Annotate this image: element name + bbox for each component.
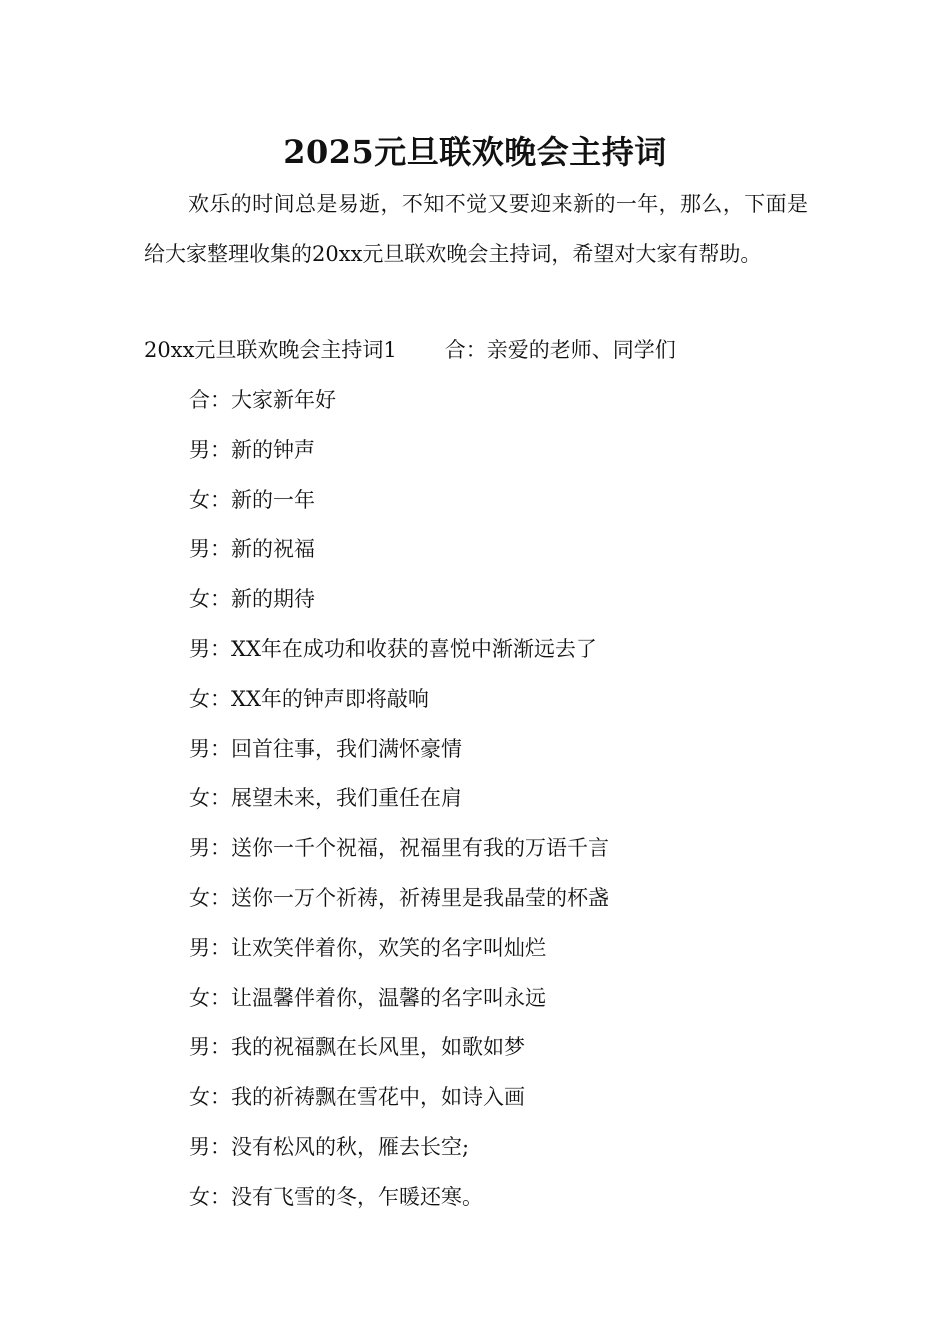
section-heading-line: [144, 330, 844, 370]
dialogue-line: 女：送你一万个祈祷，祈祷里是我晶莹的杯盏: [189, 885, 609, 910]
dialogue-line: 女：我的祈祷飘在雪花中，如诗入画: [189, 1085, 525, 1110]
dialogue-line: 男：新的祝福: [189, 537, 315, 562]
dialogue-line: 女：展望未来，我们重任在肩: [189, 786, 462, 811]
dialogue-line: 男：没有松风的秋，雁去长空;: [189, 1134, 470, 1159]
dialogue-line: 男：回首往事，我们满怀豪情: [189, 736, 462, 761]
dialogue-line: 男：送你一千个祝福，祝福里有我的万语千言: [189, 836, 609, 861]
dialogue-line: 男：新的钟声: [189, 437, 315, 462]
section-first-line: 合：亲爱的老师、同学们: [444, 338, 676, 362]
dialogue-line: 女：新的期待: [189, 587, 315, 612]
dialogue-line: 女：XX年的钟声即将敲响: [189, 686, 429, 711]
intro-paragraph: 欢乐的时间总是易逝，不知不觉又要迎来新的一年，那么，下面是给大家整理收集的20xx元旦联欢晚会主持词，希望对大家有帮助。: [144, 192, 808, 266]
dialogue-list: [189, 380, 829, 1227]
dialogue-line: 男：我的祝福飘在长风里，如歌如梦: [189, 1035, 525, 1060]
section-heading: 20xx元旦联欢晚会主持词1: [144, 338, 397, 362]
dialogue-line: 女：没有飞雪的冬，乍暖还寒。: [189, 1184, 483, 1209]
dialogue-line: 女：让温馨伴着你，温馨的名字叫永远: [189, 985, 546, 1010]
document-title: 2025元旦联欢晚会主持词: [283, 133, 667, 171]
dialogue-line: 合：大家新年好: [189, 388, 336, 412]
dialogue-line: 男：XX年在成功和收获的喜悦中渐渐远去了: [189, 636, 597, 661]
dialogue-line: 女：新的一年: [189, 487, 315, 512]
dialogue-line: 男：让欢笑伴着你，欢笑的名字叫灿烂: [189, 935, 546, 960]
